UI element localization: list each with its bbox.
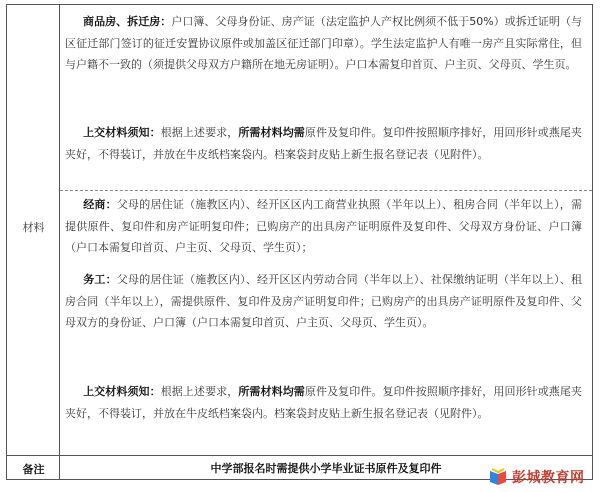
submit-heading: 上交材料须知： — [83, 126, 161, 139]
submit-text-a: 根据上述要求， — [160, 126, 239, 139]
watermark-logo — [488, 464, 596, 490]
note-text: 中学部报名时需提供小学毕业证书原件及复印件 — [210, 462, 442, 475]
section-heading: 务工： — [83, 273, 117, 286]
label-material: 材料 — [22, 221, 45, 234]
submit-notice-1 — [65, 122, 582, 165]
requirements-table — [6, 4, 593, 480]
submit-text-b: 原件及复印件。复印件按照顺序排好，用回形针或燕尾夹夹好，不得装订，并放在牛皮纸档案袋内。档案袋封皮贴上新生报名登记表（见附件）。 — [65, 385, 583, 420]
book-logo-icon — [488, 467, 508, 487]
submit-text-b: 原件及复印件。复印件按照顺序排好，用回形针或燕尾夹夹好，不得装订，并放在牛皮纸档案袋内。档案袋封皮贴上新生报名登记表（见附件）。 — [65, 126, 583, 161]
section-employment — [65, 269, 582, 334]
submit-notice-2 — [65, 381, 582, 424]
submit-text-a: 根据上述要求， — [160, 385, 239, 398]
submit-emphasis: 所需材料均需 — [238, 385, 305, 398]
section-business — [65, 194, 582, 259]
divider — [60, 190, 592, 191]
section-text: 户口簿、父母身份证、房产证（法定监护人产权比例须不低于50%）或拆迁证明（与区征迁部门签订的征迁安置协议原件或加盖区征迁部门印章）。学生法定监护人有唯一房产且实际常住，但与户籍不一致的（须提供父母双方户籍所在地无房证明）。户口本需复印首页、户主页、父母页、学生页。 — [65, 15, 583, 71]
section-heading: 商品房、拆迁房： — [83, 15, 172, 28]
submit-heading: 上交材料须知： — [83, 385, 161, 398]
section-heading: 经商： — [83, 198, 117, 211]
section-text: 父母的居住证（施教区内）、经开区区内工商营业执照（半年以上）、租房合同（半年以上），需提供原件、复印件和房产证明复印件；已购房产的出具房产证明原件及复印件、父母双方身份证、户口簿（户口本需复印首页、户主页、父母页、学生页）； — [65, 198, 582, 254]
section-commercial-housing — [65, 11, 582, 76]
submit-emphasis: 所需材料均需 — [238, 126, 305, 139]
watermark-text: 彭城教育网 — [512, 470, 585, 486]
section-text: 父母的居住证（施教区内）、经开区区内劳动合同（半年以上）、社保缴纳证明（半年以上）、租房合同（半年以上），需提供原件、复印件及房产证明复印件；已购房产的出具房产证明原件及复印件、父母双方的身份证、户口簿（户口本需复印首页、户主页、父母页、学生页）。 — [65, 273, 582, 329]
label-column — [7, 5, 60, 479]
label-note: 备注 — [22, 463, 45, 476]
